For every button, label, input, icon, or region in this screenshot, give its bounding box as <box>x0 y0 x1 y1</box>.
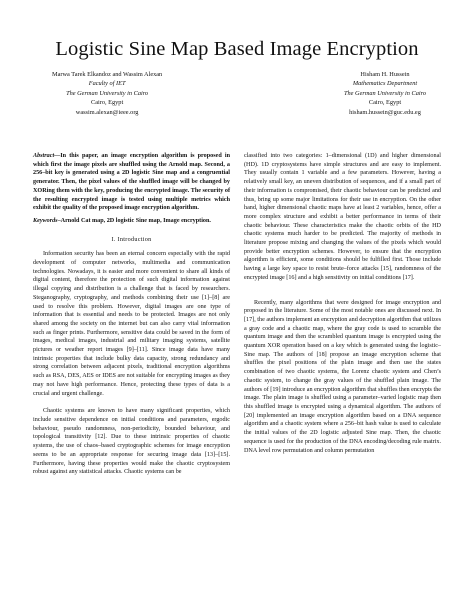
author-names: Hisham H. Hussein <box>360 71 410 78</box>
author-institution: The German University in Cairo <box>66 89 149 97</box>
keywords <box>33 217 230 226</box>
author-affiliation: Faculty of IET <box>88 80 126 88</box>
author-institution: The German University in Cairo <box>344 89 426 97</box>
author-block-1 <box>52 70 162 117</box>
author-location: Cairo, Egypt <box>91 99 124 107</box>
section-heading-introduction: I. Introduction <box>111 236 152 243</box>
left-column <box>33 152 230 477</box>
author-email: wassim.alexan@ieee.org <box>75 108 139 116</box>
abstract-text: —In this paper, an image encryption algorithm is proposed in which first the image pixels are shuffled using the Arnold map. Second, a 256–bit key is generated using a 2D logistic Sine map and a congruential generator. Then, the pixel values of the shuffled image will be changed by XORing them with the key, producing the encrypted image. The security of the resulting encrypted image is tested using multiple metrics which exhibit the quality of the proposed image encryption algorithm. <box>33 153 230 212</box>
right-column <box>244 152 441 455</box>
author-names: Marwa Tarek Elkandoz and Wassim Alexan <box>52 71 163 78</box>
author-email: hisham.hussein@guc.edu.eg <box>349 108 421 116</box>
keywords-label: Keywords <box>33 217 58 224</box>
abstract <box>33 152 230 213</box>
body-paragraph: Recently, many algorithms that were designed for image encryption and proposed in the literature. Some of the most notable ones are discussed next. In [17], the authors implement an encryption and decryption algorithm that utilizes a gray code and a chaotic map, where the gray code is used to scramble the quantum image and then the scrambled quantum image is encrypted using the quantum XOR operation based on a key which is generated using the logistic–Sine map. The authors of [18] propose an image encryption scheme that shuffles the pixel positions of the plain image and then use the states combination of two chaotic systems, the Lorenz chaotic system and Chen’s chaotic system, to change the gray values of the shuffled plain image. The authors of [19] introduce an encryption algorithm that shuffles then encrypts the image. The plain image is shuffled using a parameter–varied logistic map then this shuffled image is encrypted using a dynamical algorithm. The authors of [20] implemented an image encryption algorithm based on a DNA sequence algorithm and a chaotic system where a 256–bit hash value is used to calculate the initial values of the 2D logistic adjusted Sine map. Then, the chaotic sequence is used for the production of the DNA encoding/decoding rule matrix. DNA level row permutation and column permutation <box>244 299 441 454</box>
author-location: Cairo, Egypt <box>368 99 402 107</box>
author-affiliation: Mathematics Department <box>352 80 418 88</box>
paper-title: Logistic Sine Map Based Image Encryption <box>55 38 419 60</box>
body-paragraph: Information security has been an eternal concern especially with the rapid development of computer networks, multimedia and communication technologies. Nowadays, it is easier and more convenient to share all kinds of digital content, therefore the protection of such digital information against illegal copying and distribution is a challenge that is faced by researchers. Steganography, cryptography, and methods combining their use [1]–[8] are used to resolve this problem. However, digital images are one type of information that is essential and needs to be protected. Images are not only shared among the society on the internet but can also carry vital information such as finger prints. Furthermore, sensitive data could be saved in the form of images, medical images, industrial and military imaging systems, satellite pictures or weather report images [9]–[11]. Since image data have many intrinsic properties that include bulky data capacity, strong redundancy and strong correlation between adjacent pixels, traditional encryption algorithms such as RSA, DES, AES or IDES are not suitable for encrypting images as they may not have high performance. Hence, protecting these types of data is a crucial and urgent challenge. <box>33 251 230 397</box>
author-list <box>52 70 426 117</box>
abstract-label: Abstract <box>33 153 55 159</box>
keywords-text: –Arnold Cat map, 2D logistic Sine map, Image encryption. <box>57 217 211 224</box>
body-paragraph: Chaotic systems are known to have many significant properties, which include sensitive dependence on initial conditions and parameters, ergodic behaviour, pseudo randomness, non-periodicity, bounded behaviour, and topological transitivity [12]. Due to these intrinsic properties of chaotic systems, the use of chaos–based cryptographic schemes for image encryption seems to be an appropriate response for securing image data [13]–[15]. Furthermore, having these properties would make the chaotic cryptosystem robust against any statistical attacks. Chaotic systems can be <box>33 408 230 476</box>
body-paragraph: classified into two categories: 1–dimensional (1D) and higher dimensional (HD). 1D cryptosystems have simple structures and are easy to implement. They usually contain 1 variable and a few parameters. However, having a relatively small key, an uneven distribution of sequences, and if a small part of their information is compromised, their chaotic behaviour can be predicted and thus, bring up some major limitations for their use in encryption. On the other hand, higher dimensional chaotic maps have at least 2 variables, hence, offer a more complex structure and exhibit a better performance in terms of their chaotic behaviour. These characteristics make the chaotic orbits of the HD chaotic systems much harder to be predicted. The majority of methods in literature propose mixing and changing the values of the pixels which would provide better encryption schemes. However, to ensure that the encryption algorithm is efficient, some conditions should be fulfilled first. Those include having a large key space to resist brute–force attacks [15], randomness of the encrypted image [16] and a high sensitivity on initial conditions [17]. <box>244 153 441 281</box>
author-block-2 <box>344 70 426 117</box>
